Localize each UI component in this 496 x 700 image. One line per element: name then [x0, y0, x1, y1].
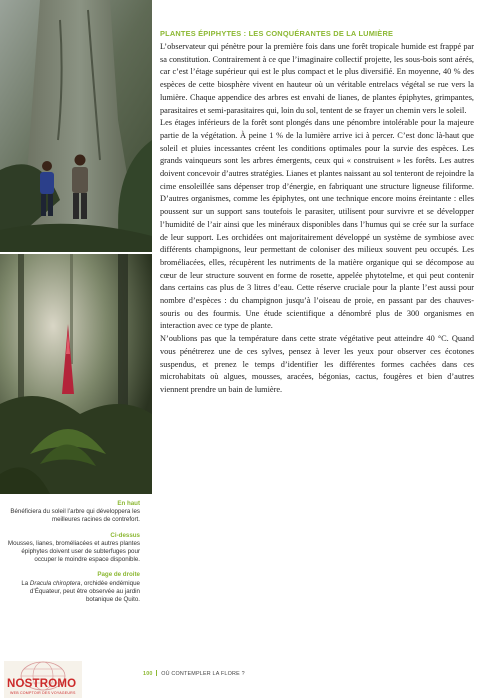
- caption-prefix: La: [21, 579, 30, 587]
- caption-suffix: , orchidée endémique d’Équateur, peut être observée au jardin botanique de Quito.: [29, 579, 140, 604]
- photo-misty-forest-bromeliad: [0, 254, 152, 494]
- paragraph: Les étages inférieurs de la forêt sont plongés dans une pénombre intolérable pour la majeure partie de la végétation. À peine 1 % de la lumière arrive ici à percer. C’est donc là-haut que soleil et pluies incessantes créent les conditions optimales pour la survie des espèces. Les grands vainqueurs sont les arbres émergents, ceux qui « construisent » les forêts. Les autres doivent concevoir d’autres stratégies. Lianes et plantes naissant au sol tenteront de rejoindre la cime ensoleillée sans dépenser trop d’énergie, en fabriquant une structure ligneuse filiforme. D’autres organismes, comme les épiphytes, ont une technique encore moins éreintante : elles poussent sur un support sans toutefois le parasiter, utilisent pour survivre et se développer l’humidité de l’air ainsi que les minéraux disponibles dans l’humus qui se crée sur la surface de leur support. Les orchidées ont majoritairement développé un système de symbiose avec différents champignons, leur permettant de coloniser des milieux souvent peu occupés. Les broméliacées, elles, récupèrent les nutriments de la matière organique qui se décompose au cœur de leur structure souvent en forme de rosette, appelée phytotelme, et qui peut contenir dans certains cas plus de 3 litres d’eau. Cette réserve cruciale pour la plante l’est aussi pour nombre d’espèces : du champignon jusqu’à l’oiseau de proie, en passant par des chauves-souris ou des fourmis. Une étude scientifique a dénombré plus de 300 organismes en interaction avec ce type de plante.: [160, 118, 474, 331]
- caption-title: Ci-dessus: [110, 531, 140, 539]
- paragraph: N’oublions pas que la température dans cette strate végétative peut atteindre 40 °C. Quand vous pénétrerez une de ces sylves, pensez à lever les yeux pour observer ces écotones suspendus, et prenez le temps d’identifier les différentes formes cachées dans ces microhabitats où algues, mousses, aracées, bégonias, cactus, fougères et bien d’autres viennent prendre un bain de lumière.: [160, 334, 474, 394]
- caption-title: Page de droite: [97, 571, 140, 579]
- logo-tagline: WEB COMPTOIR DES VOYAGEURS: [10, 691, 76, 695]
- species-name: Dracula chiroptera: [29, 579, 81, 587]
- logo-name: NOSTROMO: [7, 678, 77, 690]
- photo-captions: [4, 500, 140, 611]
- footer-divider: [156, 670, 157, 676]
- paragraph: L’observateur qui pénètre pour la première fois dans une forêt tropicale humide est frappé par sa constitution. Contrairement à ce que l’imaginaire collectif projette, les sous-bois sont aérés, car c’est l’étage supérieur qui est le plus compact et le plus diversifié. En moyenne, 40 % des espèces de cette biosphère vivent en hauteur où un véritable entrelacs végétal se rue vers la lumière. Chaque appendice des arbres est envahi de lianes, de plantes épiphytes, grimpantes, parasitaires et semi-parasitaires qui, loin du sol, tentent de se frayer un chemin vers le soleil.: [160, 42, 474, 115]
- page-number: 100: [143, 671, 153, 677]
- photo-tree-buttress: [0, 0, 152, 252]
- chapter-title: OÙ CONTEMPLER LA FLORE ?: [161, 671, 245, 677]
- caption-text: Mousses, lianes, broméliacées et autres plantes épiphytes doivent user de subterfuges pour occuper le moindre espace disponible.: [7, 539, 140, 564]
- page-footer: [143, 670, 245, 677]
- caption-top: [4, 500, 140, 525]
- caption-right-page: [4, 571, 140, 604]
- caption-above: [4, 532, 140, 565]
- article-body: [160, 41, 474, 397]
- caption-text: Bénéficiera du soleil l’arbre qui développera les meilleures racines de contrefort.: [10, 508, 140, 524]
- caption-text: [4, 580, 140, 605]
- article-heading: PLANTES ÉPIPHYTES : LES CONQUÉRANTES DE LA LUMIÈRE: [160, 29, 394, 38]
- caption-title: En haut: [117, 500, 140, 507]
- nostromo-logo: [4, 661, 82, 698]
